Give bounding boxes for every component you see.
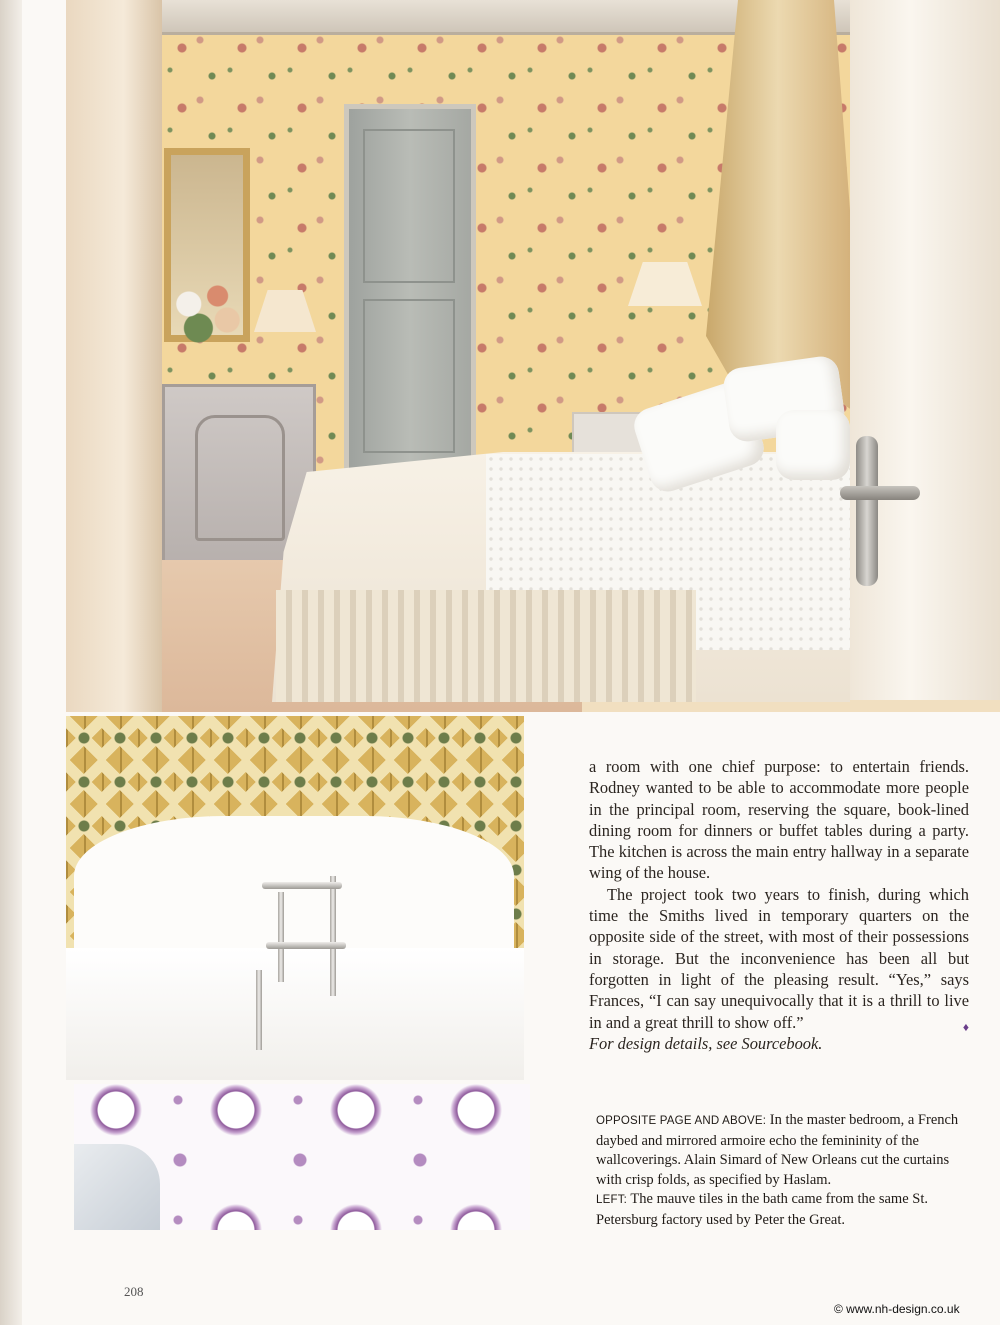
- door-lever: [840, 486, 920, 500]
- pillow: [776, 410, 850, 480]
- sourcebook-note: For design details, see Sourcebook.: [589, 1033, 823, 1053]
- bedroom-photo: [66, 0, 1000, 712]
- door-frame-right: [850, 0, 1000, 700]
- copyright-credit: © www.nh-design.co.uk: [834, 1302, 960, 1316]
- photo-caption: [596, 1111, 976, 1231]
- armoire-panel: [195, 415, 285, 541]
- shower-hose-drop: [256, 970, 262, 1050]
- door-lower-panel: [363, 299, 455, 453]
- shower-hose: [262, 882, 342, 889]
- faucet-pipe: [278, 892, 284, 982]
- interior-door: [344, 104, 476, 469]
- page-gutter-shadow: [0, 0, 22, 1325]
- article-paragraph: a room with one chief purpose: to entertain friends. Rodney wanted to be able to accommodate more people in the principal room, reserving the square, book-lined dining room for dinners or buffet tables during a party. The kitchen is across the main entry hallway in a separate wing of the house.: [589, 757, 969, 883]
- article-paragraph-text: The project took two years to finish, during which time the Smiths lived in temporary quarters on the opposite side of the street, with most of their possessions in storage. But the inconvenience has been all but forgotten in light of the pleasing result. “Yes,” says Frances, “I can say unequivocally that it is a thrill to live in and a great thrill to show off.”: [589, 884, 969, 1032]
- article-body: [589, 756, 969, 1054]
- caption-text: The mauve tiles in the bath came from the same St. Petersburg factory used by Peter the Great.: [596, 1191, 928, 1228]
- faucet-riser: [330, 876, 336, 996]
- door-handle-plate: [856, 436, 878, 586]
- mauve-tiles-photo: [74, 1084, 530, 1230]
- faucet-crossbar: [266, 942, 346, 949]
- caption-text: In the master bedroom, a French daybed and mirrored armoire echo the femininity of the wallcoverings. Alain Simard of New Orleans cut the curtains with crisp folds, as specified by Haslam.: [596, 1112, 959, 1188]
- caption-label: OPPOSITE PAGE AND ABOVE:: [596, 1115, 767, 1127]
- door-upper-panel: [363, 129, 455, 283]
- bed-skirt: [276, 590, 696, 702]
- caption-label: LEFT:: [596, 1194, 628, 1207]
- end-mark-icon: ♦: [962, 1019, 969, 1034]
- bath-photo: [66, 716, 524, 1080]
- article-paragraph: [589, 884, 969, 1033]
- door-frame-left: [66, 0, 162, 712]
- flower-arrangement: [160, 272, 256, 352]
- bathtub: [66, 948, 524, 1080]
- tub-foot: [74, 1144, 160, 1230]
- page-number: 208: [124, 1284, 144, 1299]
